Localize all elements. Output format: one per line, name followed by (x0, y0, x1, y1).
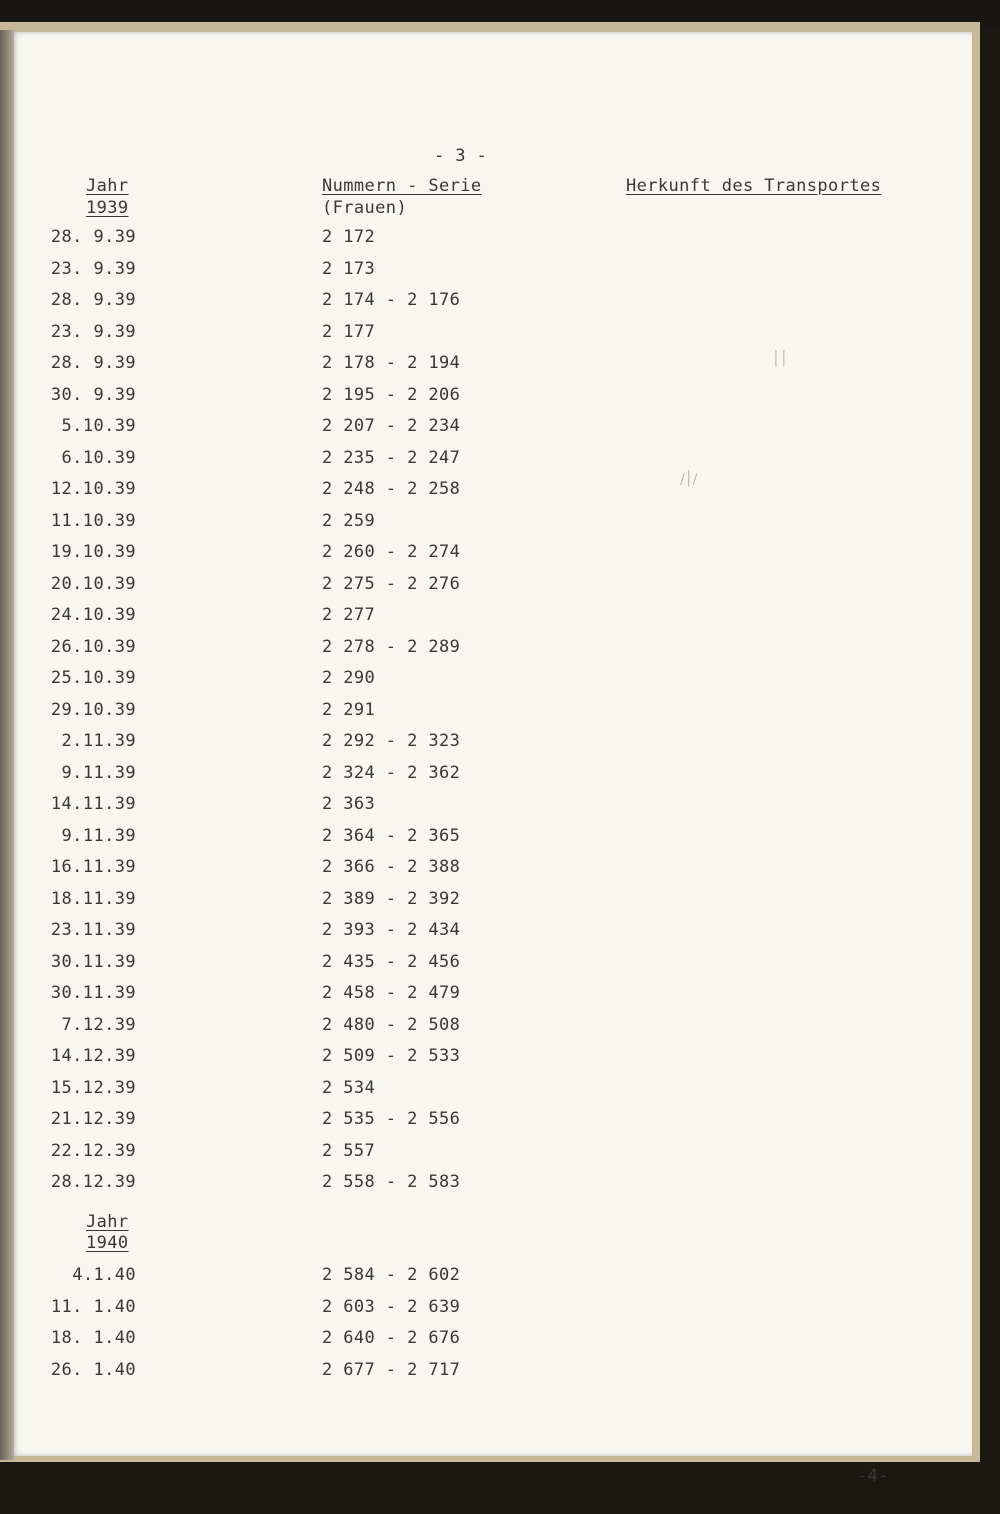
row-numbers: 2 557 (322, 1140, 376, 1161)
table-row (12, 731, 972, 763)
table-row (12, 1328, 972, 1360)
row-date: 11. 1.40 (50, 1296, 136, 1317)
table-row (12, 794, 972, 826)
row-date: 28. 9.39 (50, 227, 136, 247)
table-row (12, 479, 972, 511)
numbers-series-header: Nummern - Serie (322, 176, 482, 196)
row-numbers: 2 248 - 2 258 (322, 479, 461, 499)
rows-1940 (12, 1265, 972, 1391)
rows-1939 (12, 227, 972, 1204)
table-row (12, 416, 972, 448)
next-page-marker: -4- (857, 1466, 889, 1486)
binding-spine (0, 30, 14, 1460)
table-row (12, 889, 972, 921)
row-date: 20.10.39 (50, 573, 136, 594)
table-row (12, 385, 972, 417)
row-numbers: 2 277 (322, 605, 376, 625)
row-date: 23.11.39 (50, 920, 136, 940)
document-page (12, 32, 972, 1486)
row-date: 14.12.39 (50, 1046, 136, 1066)
row-date: 9.11.39 (61, 762, 136, 783)
row-numbers: 2 389 - 2 392 (322, 888, 461, 909)
table-row (12, 920, 972, 952)
pencil-mark: ׀׀ (772, 352, 788, 368)
row-numbers: 2 393 - 2 434 (322, 920, 461, 940)
year-1940-value: 1940 (86, 1233, 129, 1253)
table-row (12, 353, 972, 385)
row-numbers: 2 640 - 2 676 (322, 1328, 461, 1348)
row-numbers: 2 207 - 2 234 (322, 416, 461, 436)
row-date: 15.12.39 (50, 1077, 136, 1098)
table-row (12, 1360, 972, 1392)
row-date: 5.10.39 (61, 416, 136, 436)
row-date: 19.10.39 (50, 542, 136, 562)
row-numbers: 2 677 - 2 717 (322, 1359, 461, 1380)
row-date: 28. 9.39 (50, 353, 136, 373)
row-numbers: 2 177 (322, 321, 376, 342)
row-numbers: 2 480 - 2 508 (322, 1014, 461, 1035)
row-numbers: 2 178 - 2 194 (322, 353, 461, 373)
table-row (12, 952, 972, 984)
row-date: 23. 9.39 (50, 258, 136, 279)
table-row (12, 1297, 972, 1329)
row-date: 14.11.39 (50, 794, 136, 814)
table-row (12, 605, 972, 637)
table-row (12, 227, 972, 259)
row-numbers: 2 195 - 2 206 (322, 384, 461, 405)
transport-origin-header: Herkunft des Transportes (626, 176, 882, 196)
year-1940-label: Jahr (86, 1212, 129, 1232)
row-date: 25.10.39 (50, 668, 136, 688)
row-numbers: 2 260 - 2 274 (322, 542, 461, 562)
table-row (12, 1265, 972, 1297)
row-numbers: 2 173 (322, 258, 376, 279)
row-numbers: 2 584 - 2 602 (322, 1265, 461, 1285)
row-date: 28.12.39 (50, 1172, 136, 1192)
table-row (12, 826, 972, 858)
row-numbers: 2 558 - 2 583 (322, 1172, 461, 1192)
row-date: 11.10.39 (50, 510, 136, 531)
table-row (12, 1172, 972, 1204)
row-date: 9.11.39 (61, 825, 136, 846)
row-date: 7.12.39 (61, 1014, 136, 1035)
row-numbers: 2 363 (322, 794, 376, 814)
table-row (12, 1109, 972, 1141)
row-numbers: 2 603 - 2 639 (322, 1296, 461, 1317)
row-numbers: 2 275 - 2 276 (322, 573, 461, 594)
table-row (12, 700, 972, 732)
table-row (12, 322, 972, 354)
row-date: 18. 1.40 (50, 1328, 136, 1348)
row-numbers: 2 290 (322, 668, 376, 688)
row-numbers: 2 259 (322, 510, 376, 531)
table-row (12, 511, 972, 543)
row-numbers: 2 534 (322, 1077, 376, 1098)
row-numbers: 2 172 (322, 227, 376, 247)
table-row (12, 983, 972, 1015)
row-numbers: 2 324 - 2 362 (322, 762, 461, 783)
row-date: 22.12.39 (50, 1140, 136, 1161)
row-date: 26. 1.40 (50, 1359, 136, 1380)
row-numbers: 2 435 - 2 456 (322, 951, 461, 972)
row-date: 28. 9.39 (50, 290, 136, 310)
table-row (12, 1015, 972, 1047)
table-row (12, 1141, 972, 1173)
table-row (12, 1046, 972, 1078)
row-numbers: 2 366 - 2 388 (322, 857, 461, 877)
row-numbers: 2 364 - 2 365 (322, 825, 461, 846)
row-date: 18.11.39 (50, 888, 136, 909)
row-numbers: 2 292 - 2 323 (322, 731, 461, 751)
row-date: 30.11.39 (50, 951, 136, 972)
table-row (12, 637, 972, 669)
row-numbers: 2 458 - 2 479 (322, 983, 461, 1003)
table-row (12, 290, 972, 322)
row-date: 26.10.39 (50, 636, 136, 657)
row-numbers: 2 235 - 2 247 (322, 447, 461, 468)
table-row (12, 668, 972, 700)
pencil-mark: /׀/ (680, 472, 698, 488)
table-row (12, 763, 972, 795)
row-numbers: 2 291 (322, 699, 376, 720)
row-date: 6.10.39 (61, 447, 136, 468)
row-numbers: 2 509 - 2 533 (322, 1046, 461, 1066)
table-row (12, 542, 972, 574)
year-header-label: Jahr (86, 176, 129, 196)
year-header-value: 1939 (86, 198, 129, 218)
row-date: 29.10.39 (50, 699, 136, 720)
row-date: 24.10.39 (50, 605, 136, 625)
row-numbers: 2 278 - 2 289 (322, 636, 461, 657)
table-row (12, 574, 972, 606)
row-date: 12.10.39 (50, 479, 136, 499)
numbers-series-subheader: (Frauen) (322, 198, 408, 218)
row-numbers: 2 174 - 2 176 (322, 290, 461, 310)
table-row (12, 1078, 972, 1110)
table-row (12, 259, 972, 291)
table-row (12, 448, 972, 480)
row-date: 30.11.39 (50, 983, 136, 1003)
row-date: 2.11.39 (61, 731, 136, 751)
row-date: 23. 9.39 (50, 321, 136, 342)
table-row (12, 857, 972, 889)
page-number: - 3 - (434, 146, 488, 166)
row-date: 16.11.39 (50, 857, 136, 877)
row-date: 21.12.39 (50, 1109, 136, 1129)
row-date: 4.1.40 (72, 1265, 136, 1285)
row-numbers: 2 535 - 2 556 (322, 1109, 461, 1129)
row-date: 30. 9.39 (50, 384, 136, 405)
